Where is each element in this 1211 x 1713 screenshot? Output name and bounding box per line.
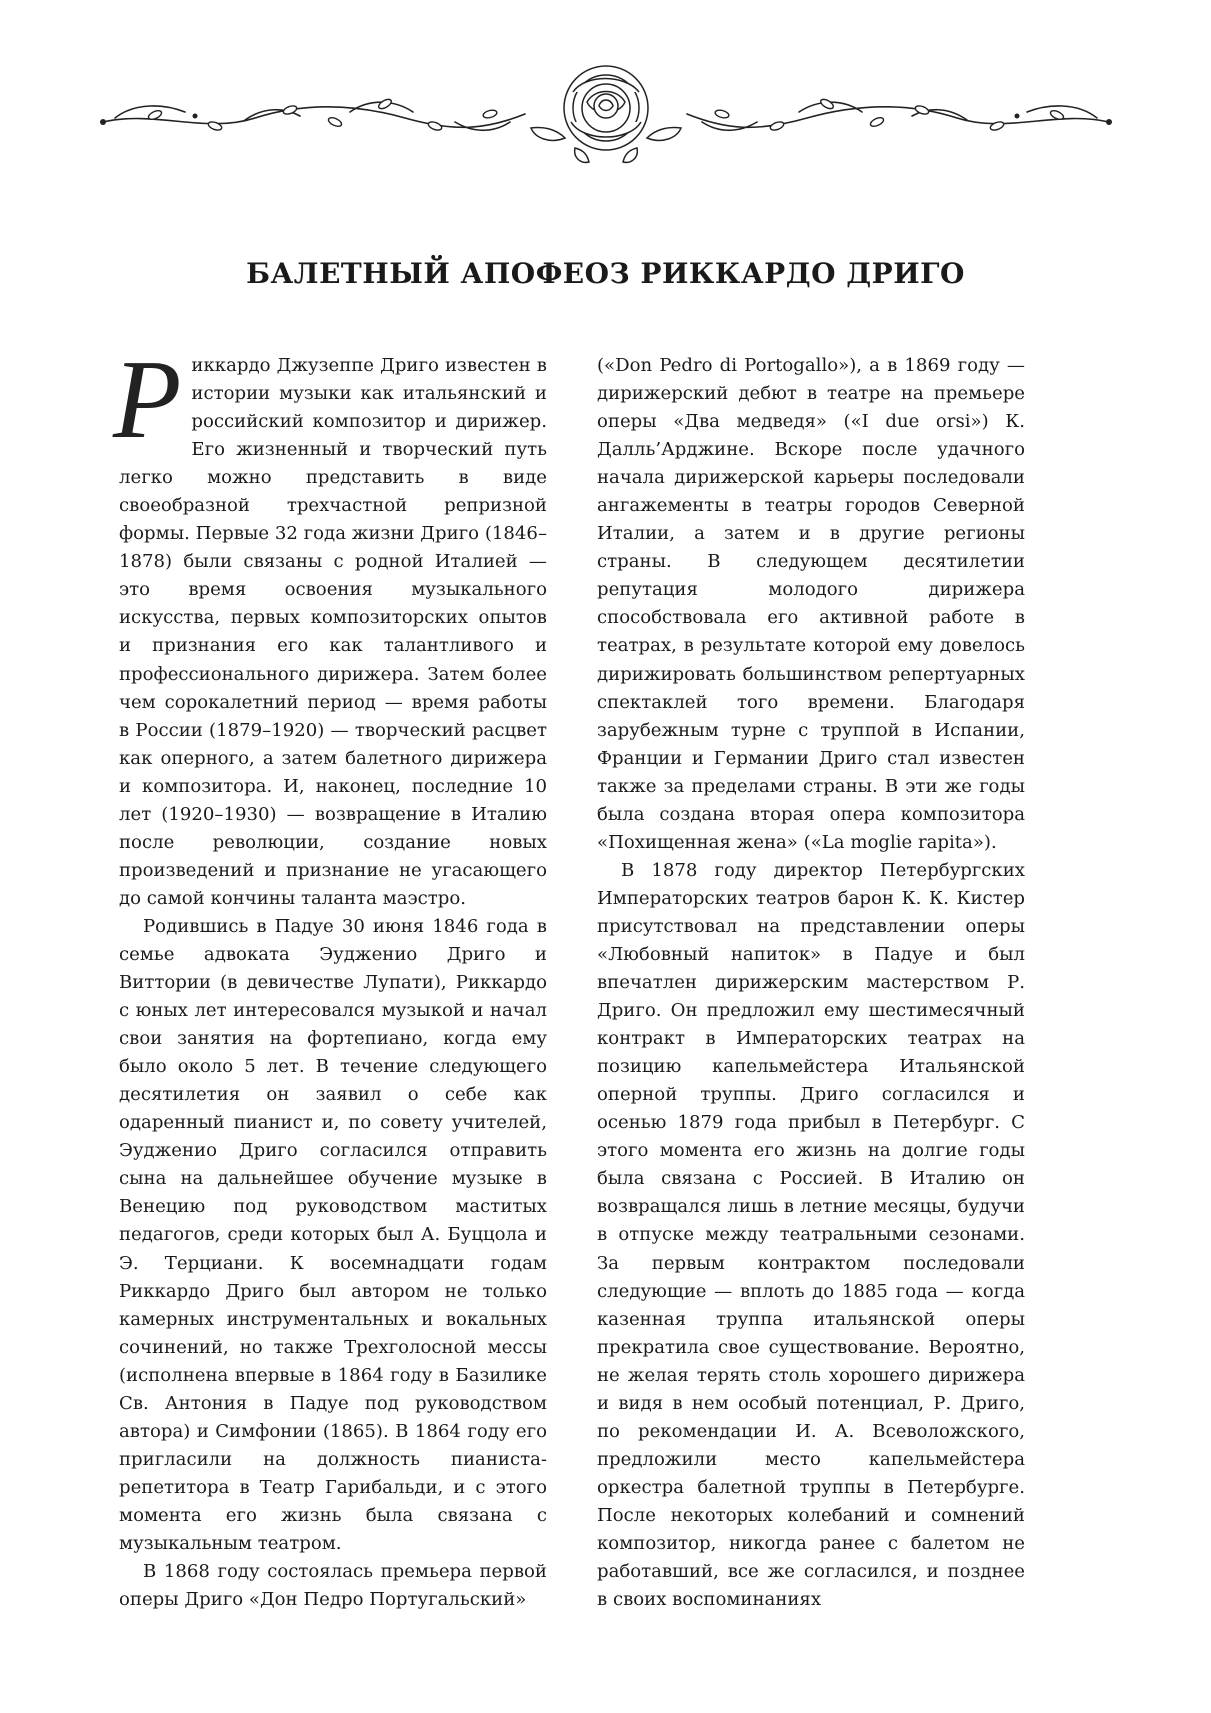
- paragraph: В 1878 году директор Петербургских Императорских театров барон К. К. Кистер присутствовал на представлении оперы «Любовный напиток» в Падуе и был впечатлен дирижерским мастерством Р. Дриго. Он предложил ему шестимесячный контракт в Императорских театрах на позицию капельмейстера Итальянской оперной труппы. Дриго согласился и осенью 1879 года прибыл в Петербург. С этого момента его жизнь на долгие годы была связана с Россией. В Италию он возвращался лишь в летние месяцы, будучи в отпуске между театральными сезонами. За первым контрактом последовали следующие — вплоть до 1885 года — когда казенная труппа итальянской оперы прекратила свое существование. Вероятно, не желая терять столь хорошего дирижера и видя в нем особый потенциал, Р. Дриго, по рекомендации И. А. Всеволожского, предложили место капельмейстера оркестра балетной труппы в Петербурге. После некоторых колебаний и сомнений композитор, никогда ранее с балетом не работавший, все же согласился, и позднее в своих воспоминаниях: [597, 859, 1025, 1611]
- paragraph: [113, 338, 547, 913]
- page-title: БАЛЕТНЫЙ АПОФЕОЗ РИККАРДО ДРИГО: [246, 256, 965, 290]
- left-column: [113, 338, 547, 1614]
- paragraph: Родившись в Падуе 30 июня 1846 года в семье адвоката Эудженио Дриго и Виттории (в девичестве Лупати), Риккардо с юных лет интересовался музыкой и начал свои занятия на фортепиано, когда ему было около 5 лет. В течение следующего десятилетия он заявил о себе как одаренный пианист и, по совету учителей, Эудженио Дриго согласился отправить сына на дальнейшее обучение музыке в Венецию под руководством маститых педагогов, среди которых был А. Буццола и Э. Терциани. К восемнадцати годам Риккардо Дриго был автором не только камерных инструментальных и вокальных сочинений, но также Трехголосной мессы (исполнена впервые в 1864 году в Базилике Св. Антония в Падуе под руководством автора) и Симфонии (1865). В 1864 году его пригласили на должность пианиста-репетитора в Театр Гарибальди, и с этого момента его жизнь была связана с музыкальным театром.: [119, 915, 547, 1554]
- paragraph-text: иккардо Джузеппе Дриго известен в истории музыки как итальянский и российский композитор и дирижер. Его жизненный и творческий путь легко можно представить в виде своеобразной трехчастной репризной формы. Первые 32 года жизни Дриго (1846–1878) были связаны с родной Италией — это время освоения музыкального искусства, первых композиторских опытов и признания его как талантливого и профессионального дирижера. Затем более чем сорокалетний период — время работы в России (1879–1920) — творческий расцвет как оперного, а затем балетного дирижера и композитора. И, наконец, последние 10 лет (1920–1930) — возвращение в Италию после революции, создание новых произведений и признание не угасающего до самой кончины таланта маэстро.: [119, 355, 547, 909]
- rose-vine-ornament: [95, 52, 1117, 164]
- right-column: [597, 352, 1025, 1614]
- paragraph: В 1868 году состоялась премьера первой оперы Дриго «Дон Педро Португальский»: [119, 1561, 547, 1611]
- paragraph: («Don Pedro di Portogallo»), а в 1869 году — дирижерский дебют в театре на премьере оперы «Два медведя» («I due orsi») К. Далль’Арджине. Вскоре после удачного начала дирижерской карьеры последовали ангажементы в театры городов Северной Италии, а затем и в другие регионы страны. В следующем десятилетии репутация молодого дирижера способствовала его активной работе в театрах, в результате которой ему довелось дирижировать большинством репертуарных спектаклей того времени. Благодаря зарубежным турне с труппой в Испании, Франции и Германии Дриго стал известен также за пределами страны. В эти же годы была создана вторая опера композитора «Похищенная жена» («La moglie rapita»).: [597, 355, 1025, 853]
- drop-cap: Р: [113, 338, 182, 462]
